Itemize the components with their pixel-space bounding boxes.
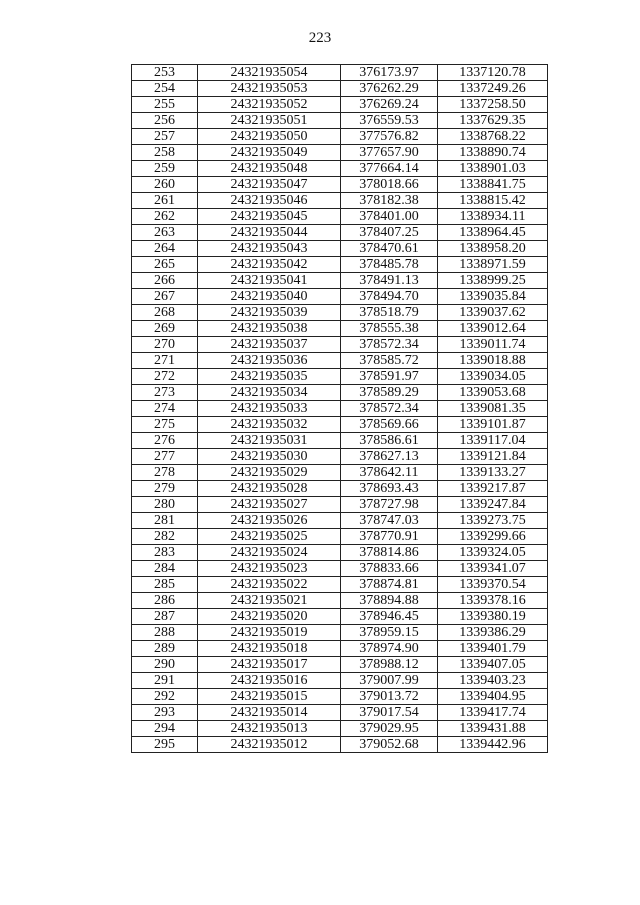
- point-id-cell: 24321935043: [198, 241, 341, 257]
- table-row: [132, 497, 548, 513]
- row-number-cell: 262: [132, 209, 198, 225]
- y-coordinate-cell: 1337120.78: [438, 65, 548, 81]
- y-coordinate-cell: 1337249.26: [438, 81, 548, 97]
- table-row: [132, 721, 548, 737]
- table-row: [132, 657, 548, 673]
- y-coordinate-cell: 1338958.20: [438, 241, 548, 257]
- y-coordinate-cell: 1339101.87: [438, 417, 548, 433]
- x-coordinate-cell: 378874.81: [341, 577, 438, 593]
- point-id-cell: 24321935049: [198, 145, 341, 161]
- y-coordinate-cell: 1338934.11: [438, 209, 548, 225]
- table-row: [132, 449, 548, 465]
- row-number-cell: 293: [132, 705, 198, 721]
- table-row: [132, 561, 548, 577]
- row-number-cell: 282: [132, 529, 198, 545]
- table-row: [132, 401, 548, 417]
- point-id-cell: 24321935036: [198, 353, 341, 369]
- point-id-cell: 24321935047: [198, 177, 341, 193]
- table-row: [132, 289, 548, 305]
- row-number-cell: 289: [132, 641, 198, 657]
- point-id-cell: 24321935016: [198, 673, 341, 689]
- y-coordinate-cell: 1339370.54: [438, 577, 548, 593]
- x-coordinate-cell: 378591.97: [341, 369, 438, 385]
- point-id-cell: 24321935045: [198, 209, 341, 225]
- y-coordinate-cell: 1339247.84: [438, 497, 548, 513]
- table-row: [132, 513, 548, 529]
- row-number-cell: 254: [132, 81, 198, 97]
- x-coordinate-cell: 378407.25: [341, 225, 438, 241]
- row-number-cell: 264: [132, 241, 198, 257]
- table-row: [132, 369, 548, 385]
- x-coordinate-cell: 378182.38: [341, 193, 438, 209]
- x-coordinate-cell: 378988.12: [341, 657, 438, 673]
- point-id-cell: 24321935041: [198, 273, 341, 289]
- x-coordinate-cell: 379007.99: [341, 673, 438, 689]
- row-number-cell: 292: [132, 689, 198, 705]
- x-coordinate-cell: 378693.43: [341, 481, 438, 497]
- row-number-cell: 253: [132, 65, 198, 81]
- point-id-cell: 24321935046: [198, 193, 341, 209]
- point-id-cell: 24321935048: [198, 161, 341, 177]
- table-row: [132, 433, 548, 449]
- x-coordinate-cell: 379029.95: [341, 721, 438, 737]
- point-id-cell: 24321935052: [198, 97, 341, 113]
- table-row: [132, 641, 548, 657]
- y-coordinate-cell: 1339341.07: [438, 561, 548, 577]
- x-coordinate-cell: 378572.34: [341, 337, 438, 353]
- x-coordinate-cell: 379013.72: [341, 689, 438, 705]
- table-row: [132, 337, 548, 353]
- y-coordinate-cell: 1339217.87: [438, 481, 548, 497]
- table-row: [132, 305, 548, 321]
- table-row: [132, 577, 548, 593]
- table-row: [132, 241, 548, 257]
- point-id-cell: 24321935035: [198, 369, 341, 385]
- row-number-cell: 268: [132, 305, 198, 321]
- table-row: [132, 209, 548, 225]
- table-row: [132, 273, 548, 289]
- x-coordinate-cell: 378959.15: [341, 625, 438, 641]
- table-row: [132, 81, 548, 97]
- y-coordinate-cell: 1338971.59: [438, 257, 548, 273]
- row-number-cell: 256: [132, 113, 198, 129]
- row-number-cell: 260: [132, 177, 198, 193]
- row-number-cell: 284: [132, 561, 198, 577]
- x-coordinate-cell: 378485.78: [341, 257, 438, 273]
- point-id-cell: 24321935051: [198, 113, 341, 129]
- point-id-cell: 24321935026: [198, 513, 341, 529]
- point-id-cell: 24321935022: [198, 577, 341, 593]
- coordinates-table-body: [132, 65, 548, 753]
- y-coordinate-cell: 1338841.75: [438, 177, 548, 193]
- point-id-cell: 24321935037: [198, 337, 341, 353]
- y-coordinate-cell: 1337629.35: [438, 113, 548, 129]
- table-row: [132, 705, 548, 721]
- table-row: [132, 545, 548, 561]
- row-number-cell: 258: [132, 145, 198, 161]
- y-coordinate-cell: 1339133.27: [438, 465, 548, 481]
- row-number-cell: 269: [132, 321, 198, 337]
- row-number-cell: 288: [132, 625, 198, 641]
- table-row: [132, 225, 548, 241]
- x-coordinate-cell: 378018.66: [341, 177, 438, 193]
- y-coordinate-cell: 1338890.74: [438, 145, 548, 161]
- table-row: [132, 161, 548, 177]
- table-row: [132, 609, 548, 625]
- point-id-cell: 24321935038: [198, 321, 341, 337]
- table-row: [132, 481, 548, 497]
- point-id-cell: 24321935025: [198, 529, 341, 545]
- table-row: [132, 737, 548, 753]
- row-number-cell: 281: [132, 513, 198, 529]
- point-id-cell: 24321935015: [198, 689, 341, 705]
- y-coordinate-cell: 1339442.96: [438, 737, 548, 753]
- x-coordinate-cell: 378627.13: [341, 449, 438, 465]
- table-row: [132, 689, 548, 705]
- y-coordinate-cell: 1339018.88: [438, 353, 548, 369]
- y-coordinate-cell: 1339380.19: [438, 609, 548, 625]
- table-row: [132, 529, 548, 545]
- point-id-cell: 24321935019: [198, 625, 341, 641]
- row-number-cell: 274: [132, 401, 198, 417]
- row-number-cell: 270: [132, 337, 198, 353]
- x-coordinate-cell: 378518.79: [341, 305, 438, 321]
- table-row: [132, 97, 548, 113]
- point-id-cell: 24321935029: [198, 465, 341, 481]
- row-number-cell: 266: [132, 273, 198, 289]
- point-id-cell: 24321935012: [198, 737, 341, 753]
- y-coordinate-cell: 1339407.05: [438, 657, 548, 673]
- point-id-cell: 24321935013: [198, 721, 341, 737]
- page-number: 223: [308, 30, 332, 46]
- y-coordinate-cell: 1339081.35: [438, 401, 548, 417]
- y-coordinate-cell: 1338999.25: [438, 273, 548, 289]
- y-coordinate-cell: 1339324.05: [438, 545, 548, 561]
- x-coordinate-cell: 378946.45: [341, 609, 438, 625]
- y-coordinate-cell: 1339012.64: [438, 321, 548, 337]
- x-coordinate-cell: 378727.98: [341, 497, 438, 513]
- point-id-cell: 24321935023: [198, 561, 341, 577]
- y-coordinate-cell: 1339299.66: [438, 529, 548, 545]
- table-row: [132, 673, 548, 689]
- x-coordinate-cell: 378974.90: [341, 641, 438, 657]
- x-coordinate-cell: 378470.61: [341, 241, 438, 257]
- point-id-cell: 24321935032: [198, 417, 341, 433]
- y-coordinate-cell: 1339034.05: [438, 369, 548, 385]
- row-number-cell: 257: [132, 129, 198, 145]
- x-coordinate-cell: 377576.82: [341, 129, 438, 145]
- y-coordinate-cell: 1339403.23: [438, 673, 548, 689]
- x-coordinate-cell: 378833.66: [341, 561, 438, 577]
- y-coordinate-cell: 1339011.74: [438, 337, 548, 353]
- point-id-cell: 24321935053: [198, 81, 341, 97]
- row-number-cell: 265: [132, 257, 198, 273]
- row-number-cell: 286: [132, 593, 198, 609]
- x-coordinate-cell: 378491.13: [341, 273, 438, 289]
- row-number-cell: 295: [132, 737, 198, 753]
- table-row: [132, 65, 548, 81]
- y-coordinate-cell: 1337258.50: [438, 97, 548, 113]
- x-coordinate-cell: 378569.66: [341, 417, 438, 433]
- row-number-cell: 278: [132, 465, 198, 481]
- row-number-cell: 283: [132, 545, 198, 561]
- point-id-cell: 24321935054: [198, 65, 341, 81]
- point-id-cell: 24321935031: [198, 433, 341, 449]
- row-number-cell: 255: [132, 97, 198, 113]
- x-coordinate-cell: 378585.72: [341, 353, 438, 369]
- x-coordinate-cell: 376173.97: [341, 65, 438, 81]
- point-id-cell: 24321935033: [198, 401, 341, 417]
- y-coordinate-cell: 1339401.79: [438, 641, 548, 657]
- y-coordinate-cell: 1338815.42: [438, 193, 548, 209]
- row-number-cell: 280: [132, 497, 198, 513]
- x-coordinate-cell: 378770.91: [341, 529, 438, 545]
- point-id-cell: 24321935017: [198, 657, 341, 673]
- point-id-cell: 24321935040: [198, 289, 341, 305]
- y-coordinate-cell: 1339037.62: [438, 305, 548, 321]
- y-coordinate-cell: 1338901.03: [438, 161, 548, 177]
- y-coordinate-cell: 1339035.84: [438, 289, 548, 305]
- x-coordinate-cell: 378586.61: [341, 433, 438, 449]
- x-coordinate-cell: 377657.90: [341, 145, 438, 161]
- point-id-cell: 24321935020: [198, 609, 341, 625]
- x-coordinate-cell: 378894.88: [341, 593, 438, 609]
- y-coordinate-cell: 1339273.75: [438, 513, 548, 529]
- row-number-cell: 271: [132, 353, 198, 369]
- x-coordinate-cell: 376559.53: [341, 113, 438, 129]
- point-id-cell: 24321935021: [198, 593, 341, 609]
- y-coordinate-cell: 1339378.16: [438, 593, 548, 609]
- x-coordinate-cell: 378747.03: [341, 513, 438, 529]
- row-number-cell: 276: [132, 433, 198, 449]
- x-coordinate-cell: 378401.00: [341, 209, 438, 225]
- point-id-cell: 24321935044: [198, 225, 341, 241]
- row-number-cell: 291: [132, 673, 198, 689]
- point-id-cell: 24321935030: [198, 449, 341, 465]
- point-id-cell: 24321935018: [198, 641, 341, 657]
- table-row: [132, 145, 548, 161]
- y-coordinate-cell: 1339117.04: [438, 433, 548, 449]
- table-row: [132, 465, 548, 481]
- row-number-cell: 273: [132, 385, 198, 401]
- y-coordinate-cell: 1339121.84: [438, 449, 548, 465]
- row-number-cell: 263: [132, 225, 198, 241]
- x-coordinate-cell: 376269.24: [341, 97, 438, 113]
- x-coordinate-cell: 378494.70: [341, 289, 438, 305]
- x-coordinate-cell: 376262.29: [341, 81, 438, 97]
- point-id-cell: 24321935027: [198, 497, 341, 513]
- row-number-cell: 294: [132, 721, 198, 737]
- point-id-cell: 24321935050: [198, 129, 341, 145]
- table-row: [132, 353, 548, 369]
- row-number-cell: 275: [132, 417, 198, 433]
- table-row: [132, 385, 548, 401]
- y-coordinate-cell: 1339431.88: [438, 721, 548, 737]
- y-coordinate-cell: 1338768.22: [438, 129, 548, 145]
- row-number-cell: 272: [132, 369, 198, 385]
- table-row: [132, 321, 548, 337]
- point-id-cell: 24321935028: [198, 481, 341, 497]
- table-row: [132, 113, 548, 129]
- table-row: [132, 257, 548, 273]
- row-number-cell: 261: [132, 193, 198, 209]
- y-coordinate-cell: 1339404.95: [438, 689, 548, 705]
- table-row: [132, 417, 548, 433]
- y-coordinate-cell: 1339417.74: [438, 705, 548, 721]
- table-row: [132, 193, 548, 209]
- x-coordinate-cell: 378642.11: [341, 465, 438, 481]
- y-coordinate-cell: 1338964.45: [438, 225, 548, 241]
- table-row: [132, 129, 548, 145]
- point-id-cell: 24321935014: [198, 705, 341, 721]
- row-number-cell: 287: [132, 609, 198, 625]
- point-id-cell: 24321935034: [198, 385, 341, 401]
- x-coordinate-cell: 378555.38: [341, 321, 438, 337]
- x-coordinate-cell: 378814.86: [341, 545, 438, 561]
- x-coordinate-cell: 378589.29: [341, 385, 438, 401]
- x-coordinate-cell: 377664.14: [341, 161, 438, 177]
- y-coordinate-cell: 1339053.68: [438, 385, 548, 401]
- coordinates-table: [131, 64, 548, 753]
- table-row: [132, 625, 548, 641]
- table-row: [132, 593, 548, 609]
- row-number-cell: 285: [132, 577, 198, 593]
- x-coordinate-cell: 379017.54: [341, 705, 438, 721]
- row-number-cell: 259: [132, 161, 198, 177]
- row-number-cell: 267: [132, 289, 198, 305]
- point-id-cell: 24321935024: [198, 545, 341, 561]
- point-id-cell: 24321935042: [198, 257, 341, 273]
- table-row: [132, 177, 548, 193]
- row-number-cell: 279: [132, 481, 198, 497]
- point-id-cell: 24321935039: [198, 305, 341, 321]
- x-coordinate-cell: 378572.34: [341, 401, 438, 417]
- row-number-cell: 277: [132, 449, 198, 465]
- y-coordinate-cell: 1339386.29: [438, 625, 548, 641]
- row-number-cell: 290: [132, 657, 198, 673]
- x-coordinate-cell: 379052.68: [341, 737, 438, 753]
